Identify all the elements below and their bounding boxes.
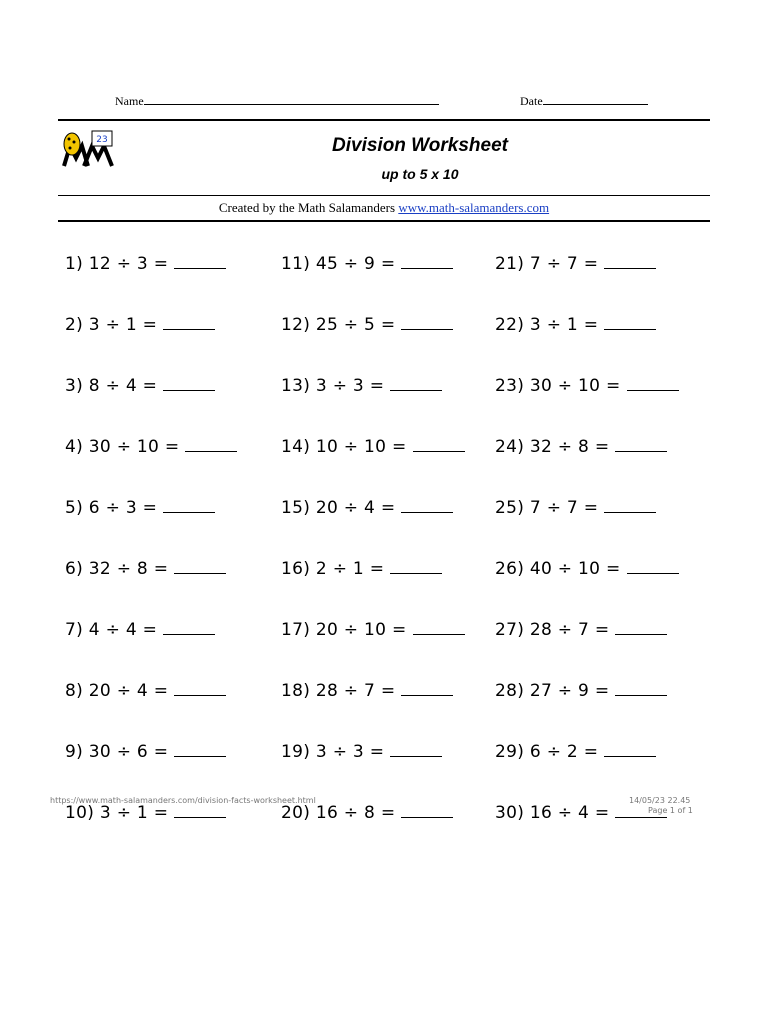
question-item (495, 254, 679, 315)
answer-blank[interactable] (401, 315, 453, 330)
question-text: 23) 30 ÷ 10 = (495, 376, 621, 396)
question-item (281, 315, 465, 376)
answer-blank[interactable] (163, 498, 215, 513)
answer-blank[interactable] (390, 559, 442, 574)
question-item (65, 254, 237, 315)
question-item (495, 437, 679, 498)
question-item (495, 376, 679, 437)
answer-blank[interactable] (185, 437, 237, 452)
question-text: 10) 3 ÷ 1 = (65, 803, 169, 823)
question-item (65, 498, 237, 559)
question-text: 20) 16 ÷ 8 = (281, 803, 396, 823)
answer-blank[interactable] (174, 254, 226, 269)
question-item (495, 681, 679, 742)
name-field (115, 92, 439, 109)
question-item (495, 620, 679, 681)
question-text: 5) 6 ÷ 3 = (65, 498, 158, 518)
svg-text:23: 23 (96, 135, 108, 145)
question-item (281, 803, 465, 864)
question-text: 16) 2 ÷ 1 = (281, 559, 385, 579)
answer-blank[interactable] (604, 742, 656, 757)
question-item (281, 681, 465, 742)
answer-blank[interactable] (401, 254, 453, 269)
answer-blank[interactable] (174, 803, 226, 818)
answer-blank[interactable] (174, 742, 226, 757)
header-rule-top (58, 119, 710, 121)
answer-blank[interactable] (604, 254, 656, 269)
question-text: 22) 3 ÷ 1 = (495, 315, 599, 335)
credit-link[interactable]: www.math-salamanders.com (398, 200, 550, 215)
question-text: 28) 27 ÷ 9 = (495, 681, 610, 701)
question-text: 2) 3 ÷ 1 = (65, 315, 158, 335)
answer-blank[interactable] (163, 376, 215, 391)
footer-url: https://www.math-salamanders.com/division-facts-worksheet.html (50, 796, 316, 805)
question-text: 17) 20 ÷ 10 = (281, 620, 407, 640)
question-column-2 (281, 254, 465, 864)
answer-blank[interactable] (401, 803, 453, 818)
question-text: 9) 30 ÷ 6 = (65, 742, 169, 762)
question-item (281, 437, 465, 498)
footer-page-number: Page 1 of 1 (648, 806, 693, 815)
question-text: 6) 32 ÷ 8 = (65, 559, 169, 579)
credit-line (0, 200, 768, 216)
question-text: 19) 3 ÷ 3 = (281, 742, 385, 762)
question-text: 3) 8 ÷ 4 = (65, 376, 158, 396)
question-item (65, 803, 237, 864)
question-item (495, 742, 679, 803)
question-item (281, 620, 465, 681)
answer-blank[interactable] (174, 559, 226, 574)
question-text: 21) 7 ÷ 7 = (495, 254, 599, 274)
question-item (65, 376, 237, 437)
answer-blank[interactable] (615, 681, 667, 696)
date-field (520, 92, 648, 109)
answer-blank[interactable] (413, 620, 465, 635)
question-item (65, 315, 237, 376)
date-label: Date (520, 94, 543, 108)
question-text: 25) 7 ÷ 7 = (495, 498, 599, 518)
question-text: 12) 25 ÷ 5 = (281, 315, 396, 335)
answer-blank[interactable] (627, 559, 679, 574)
question-item (281, 498, 465, 559)
question-column-1 (65, 254, 237, 864)
question-item (495, 498, 679, 559)
answer-blank[interactable] (413, 437, 465, 452)
question-item (495, 559, 679, 620)
question-text: 14) 10 ÷ 10 = (281, 437, 407, 457)
question-text: 7) 4 ÷ 4 = (65, 620, 158, 640)
page-title: Division Worksheet (332, 135, 508, 156)
question-item (65, 437, 237, 498)
question-text: 1) 12 ÷ 3 = (65, 254, 169, 274)
answer-blank[interactable] (615, 620, 667, 635)
question-text: 26) 40 ÷ 10 = (495, 559, 621, 579)
question-text: 18) 28 ÷ 7 = (281, 681, 396, 701)
question-text: 11) 45 ÷ 9 = (281, 254, 396, 274)
question-item (495, 315, 679, 376)
question-text: 8) 20 ÷ 4 = (65, 681, 169, 701)
answer-blank[interactable] (627, 376, 679, 391)
question-item (65, 681, 237, 742)
question-item (65, 742, 237, 803)
name-label: Name (115, 94, 144, 108)
question-text: 30) 16 ÷ 4 = (495, 803, 610, 823)
answer-blank[interactable] (604, 315, 656, 330)
question-text: 4) 30 ÷ 10 = (65, 437, 180, 457)
answer-blank[interactable] (390, 376, 442, 391)
answer-blank[interactable] (604, 498, 656, 513)
question-item (281, 559, 465, 620)
question-item (65, 620, 237, 681)
question-item (281, 376, 465, 437)
name-blank (144, 92, 439, 105)
question-text: 24) 32 ÷ 8 = (495, 437, 610, 457)
page-subtitle: up to 5 x 10 (381, 166, 459, 182)
question-item (281, 742, 465, 803)
question-text: 29) 6 ÷ 2 = (495, 742, 599, 762)
date-blank (543, 92, 648, 105)
question-text: 15) 20 ÷ 4 = (281, 498, 396, 518)
credit-text: Created by the Math Salamanders (218, 200, 399, 215)
answer-blank[interactable] (401, 681, 453, 696)
question-column-3 (495, 254, 679, 864)
header-rule-middle (58, 195, 710, 196)
question-text: 27) 28 ÷ 7 = (495, 620, 610, 640)
answer-blank[interactable] (163, 315, 215, 330)
answer-blank[interactable] (174, 681, 226, 696)
answer-blank[interactable] (163, 620, 215, 635)
question-text: 13) 3 ÷ 3 = (281, 376, 385, 396)
answer-blank[interactable] (401, 498, 453, 513)
question-item (65, 559, 237, 620)
answer-blank[interactable] (615, 437, 667, 452)
answer-blank[interactable] (390, 742, 442, 757)
question-item (281, 254, 465, 315)
header-rule-bottom (58, 220, 710, 222)
footer-datetime: 14/05/23 22.45 (629, 796, 691, 805)
